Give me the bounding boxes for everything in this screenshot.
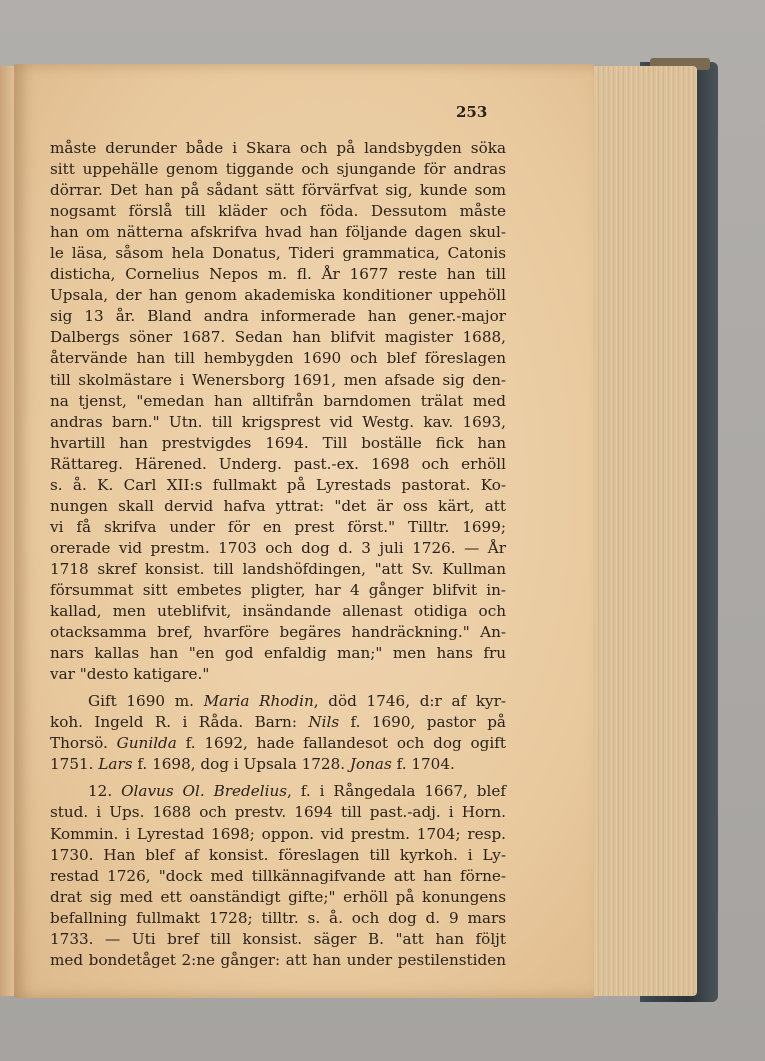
person-name: Gunilda xyxy=(116,734,177,753)
page-number: 253 xyxy=(456,103,488,121)
text-line: måste derunder både i Skara och på landsbygden söka xyxy=(50,139,506,157)
text-line: orerade vid prestm. 1703 och dog d. 3 juli 1726. — År xyxy=(50,538,506,557)
entry-number: 12. xyxy=(88,782,122,801)
text-segment: Gift 1690 m. xyxy=(88,692,204,711)
text-line: 1733. — Uti bref till konsist. säger B. "att han följt xyxy=(50,929,506,948)
text-line: stud. i Ups. 1688 och prestv. 1694 till past.-adj. i Horn. xyxy=(50,803,506,822)
text-segment: Thorsö. xyxy=(50,734,117,753)
text-line: otacksamma bref, hvarföre begäres handräckning." An- xyxy=(50,623,506,642)
text-line: sitt uppehälle genom tiggande och sjungande för andras xyxy=(50,160,506,179)
text-line: kallad, men uteblifvit, insändande allenast otidiga och xyxy=(50,602,506,621)
text-segment: , död 1746, d:r af kyr- xyxy=(313,692,507,711)
page-text xyxy=(50,138,506,971)
person-name: Maria Rhodin xyxy=(203,692,314,711)
text-line: s. å. K. Carl XII:s fullmakt på Lyrestads pastorat. Ko- xyxy=(50,475,506,494)
text-segment: 1751. xyxy=(50,755,99,774)
text-line: han om nätterna afskrifva hvad han följande dagen skul- xyxy=(50,223,506,242)
text-segment: f. 1692, hade fallandesot och dog ogift xyxy=(176,734,506,753)
paragraph-marriage-line xyxy=(50,733,506,754)
text-line: Dalbergs söner 1687. Sedan han blifvit magister 1688, xyxy=(50,328,506,347)
text-line: nogsamt förslå till kläder och föda. Dessutom måste xyxy=(50,202,506,221)
text-line: dörrar. Det han på sådant sätt förvärfvat sig, kunde som xyxy=(50,181,506,200)
text-line: disticha, Cornelius Nepos m. fl. År 1677 reste han till xyxy=(50,265,506,284)
text-segment: f. 1690, pastor på xyxy=(339,713,506,732)
text-segment: f. 1698, dog i Upsala 1728. xyxy=(132,755,350,774)
text-line: till skolmästare i Wenersborg 1691, men afsade sig den- xyxy=(50,370,506,389)
text-line: försummat sitt embetes pligter, har 4 gånger blifvit in- xyxy=(50,580,506,599)
text-line: befallning fullmakt 1728; tilltr. s. å. och dog d. 9 mars xyxy=(50,908,506,927)
paragraph-marriage-line xyxy=(50,754,506,775)
text-line: med bondetåget 2:ne gånger: att han under pestilenstiden xyxy=(50,950,506,969)
person-name: Nils xyxy=(308,713,340,732)
text-line: na tjenst, "emedan han alltifrån barndomen trälat med xyxy=(50,391,506,410)
person-name: Olavus Ol. Bredelius xyxy=(121,782,288,801)
text-line: Kommin. i Lyrestad 1698; oppon. vid prestm. 1704; resp. xyxy=(50,824,506,843)
text-line: drat sig med ett oanständigt gifte;" erhöll på konungens xyxy=(50,887,506,906)
text-line: Rättareg. Härened. Underg. past.-ex. 1698 och erhöll xyxy=(50,454,506,473)
text-line: nars kallas han "en god enfaldig man;" men hans fru xyxy=(50,644,506,663)
text-line: 1718 skref konsist. till landshöfdingen, "att Sv. Kullman xyxy=(50,559,506,578)
text-line: restad 1726, "dock med tillkännagifvande att han förne- xyxy=(50,866,506,885)
text-line: le läsa, såsom hela Donatus, Tideri grammatica, Catonis xyxy=(50,244,506,263)
entry-heading-line xyxy=(50,781,506,802)
page-edges xyxy=(585,66,697,996)
text-line: vi få skrifva under för en prest först." Tilltr. 1699; xyxy=(50,517,506,536)
person-name: Jonas xyxy=(349,755,392,774)
text-line: sig 13 år. Bland andra informerade han gener.-major xyxy=(50,307,506,326)
paragraph-marriage-line xyxy=(50,691,506,712)
text-line: Upsala, der han genom akademiska konditioner uppehöll xyxy=(50,286,506,305)
text-segment: f. 1704. xyxy=(391,755,455,774)
person-name: Lars xyxy=(98,755,133,774)
text-line: hvartill han prestvigdes 1694. Till boställe fick han xyxy=(50,433,506,452)
text-line: 1730. Han blef af konsist. föreslagen till kyrkoh. i Ly- xyxy=(50,845,506,864)
paragraph-marriage-line xyxy=(50,712,506,733)
text-line: nungen skall dervid hafva yttrat: "det är oss kärt, att xyxy=(50,496,506,515)
text-line: var "desto katigare." xyxy=(50,665,210,684)
text-line: andras barn." Utn. till krigsprest vid Westg. kav. 1693, xyxy=(50,412,506,431)
text-segment: , f. i Rångedala 1667, blef xyxy=(287,782,506,801)
text-segment: koh. Ingeld R. i Råda. Barn: xyxy=(50,713,309,732)
text-line: återvände han till hembygden 1690 och blef föreslagen xyxy=(50,349,506,368)
